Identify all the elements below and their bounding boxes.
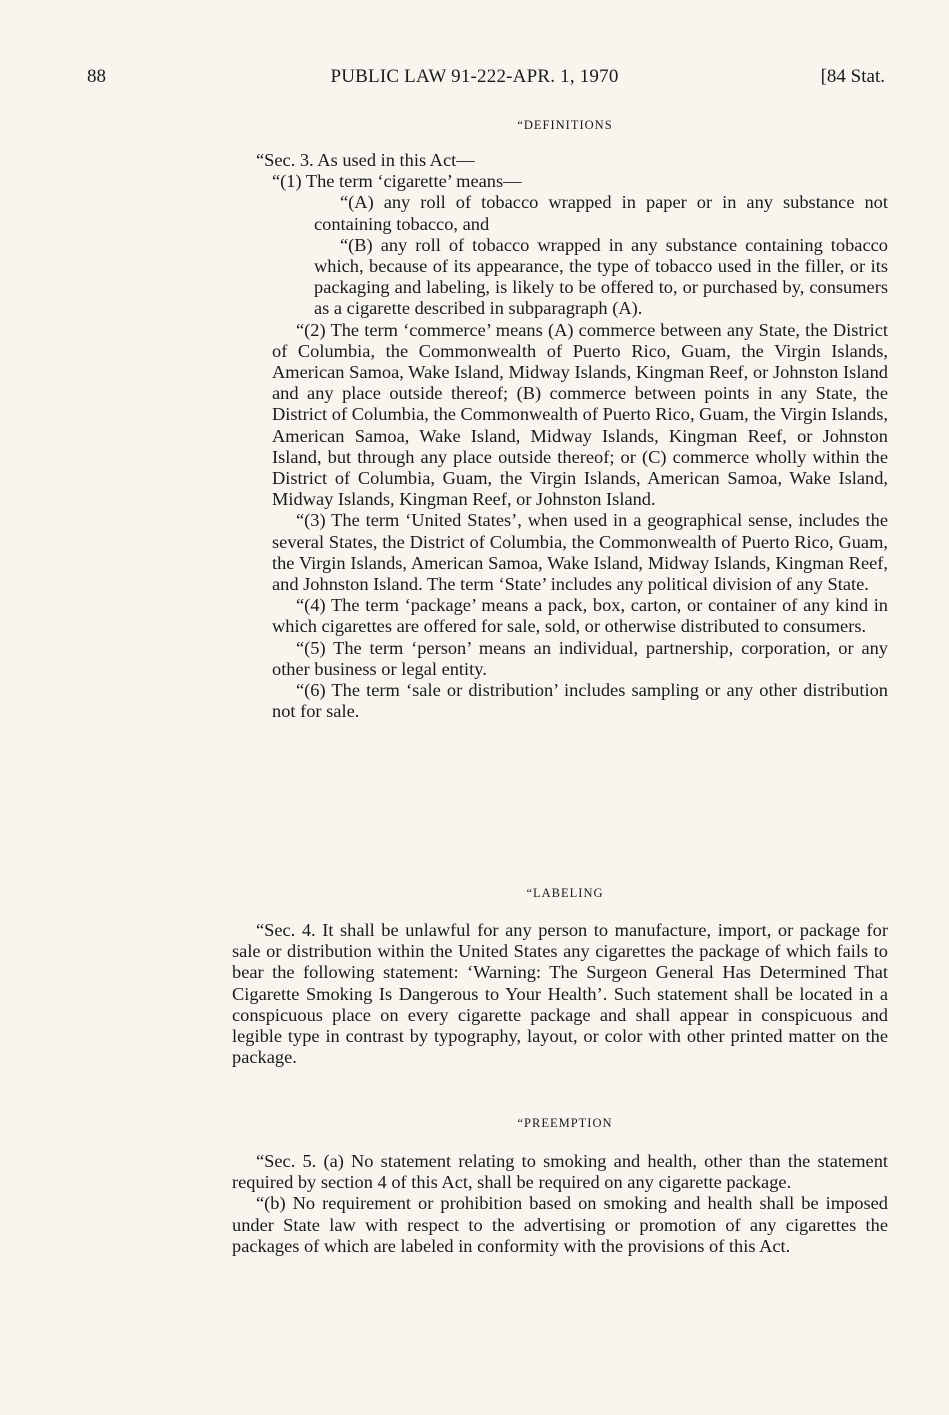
sec5-b: “(b) No requirement or prohibition based on smoking and health shall be imposed under State law with respect to the advertising or promotion of any cigarettes the packages of which are labeled in conformity with the provisions of this Act.: [232, 1193, 888, 1256]
labeling-heading: “LABELING: [526, 886, 604, 900]
sec3-para-1: “(1) The term ‘cigarette’ means—: [272, 171, 522, 192]
sec4-text: “Sec. 4. It shall be unlawful for any person to manufacture, import, or package for sale or distribution within the United States any cigarettes the package of which fails to bear the following statement: ‘Warning: The Surgeon General Has Determined That Cigarette Smoking Is Dangerous to Your Health’. Such statement shall be located in a conspicuous place on every cigarette package and shall appear in conspicuous and legible type in contrast by typography, layout, or color with other printed matter on the package.: [232, 920, 888, 1068]
sec5-a: “Sec. 5. (a) No statement relating to smoking and health, other than the statement required by section 4 of this Act, shall be required on any cigarette package.: [232, 1151, 888, 1193]
sec3-para-4: “(4) The term ‘package’ means a pack, box, carton, or container of any kind in which cigarettes are offered for sale, sold, or otherwise distributed to consumers.: [272, 595, 888, 637]
section-4: [232, 920, 888, 1068]
sec3-para-3: “(3) The term ‘United States’, when used in a geographical sense, includes the several States, the District of Columbia, the Commonwealth of Puerto Rico, Guam, the Virgin Islands, American Samoa, Wake Island, Midway Islands, Kingman Reef, and Johnston Island. The term ‘State’ includes any political division of any State.: [272, 510, 888, 595]
sec3-para-5: “(5) The term ‘person’ means an individual, partnership, corporation, or any other business or legal entity.: [272, 637, 888, 679]
sec3-para-2: “(2) The term ‘commerce’ means (A) commerce between any State, the District of Columbia, the Commonwealth of Puerto Rico, Guam, the Virgin Islands, American Samoa, Wake Island, Midway Islands, Kingman Reef, or Johnston Island and any place outside thereof; (B) commerce between points in any State, the District of Columbia, the Commonwealth of Puerto Rico, Guam, the Virgin Islands, American Samoa, Wake Island, Midway Islands, Kingman Reef, or Johnston Island, but through any place outside thereof; or (C) commerce wholly within the District of Columbia, Guam, the Virgin Islands, American Samoa, Wake Island, Midway Islands, Kingman Reef, or Johnston Island.: [272, 319, 888, 510]
sec3-para-1a: “(A) any roll of tobacco wrapped in paper or in any substance not containing tobacco, and: [314, 192, 888, 234]
definitions-heading: “DEFINITIONS: [517, 118, 613, 132]
page-title: PUBLIC LAW 91-222-APR. 1, 1970: [330, 66, 619, 87]
section-3: [232, 150, 888, 722]
sec3-para-6: “(6) The term ‘sale or distribution’ includes sampling or any other distribution not for sale.: [272, 680, 888, 722]
preemption-heading: “PREEMPTION: [517, 1116, 613, 1130]
sec3-para-1b: “(B) any roll of tobacco wrapped in any substance containing tobacco which, because of its appearance, the type of tobacco used in the filler, or its packaging and labeling, is likely to be offered to, or purchased by, consumers as a cigarette described in subparagraph (A).: [314, 234, 888, 319]
section-5: [232, 1151, 888, 1257]
page-number: 88: [87, 66, 106, 87]
statute-reference: [84 Stat.: [820, 66, 885, 87]
sec3-intro: “Sec. 3. As used in this Act—: [256, 150, 475, 170]
